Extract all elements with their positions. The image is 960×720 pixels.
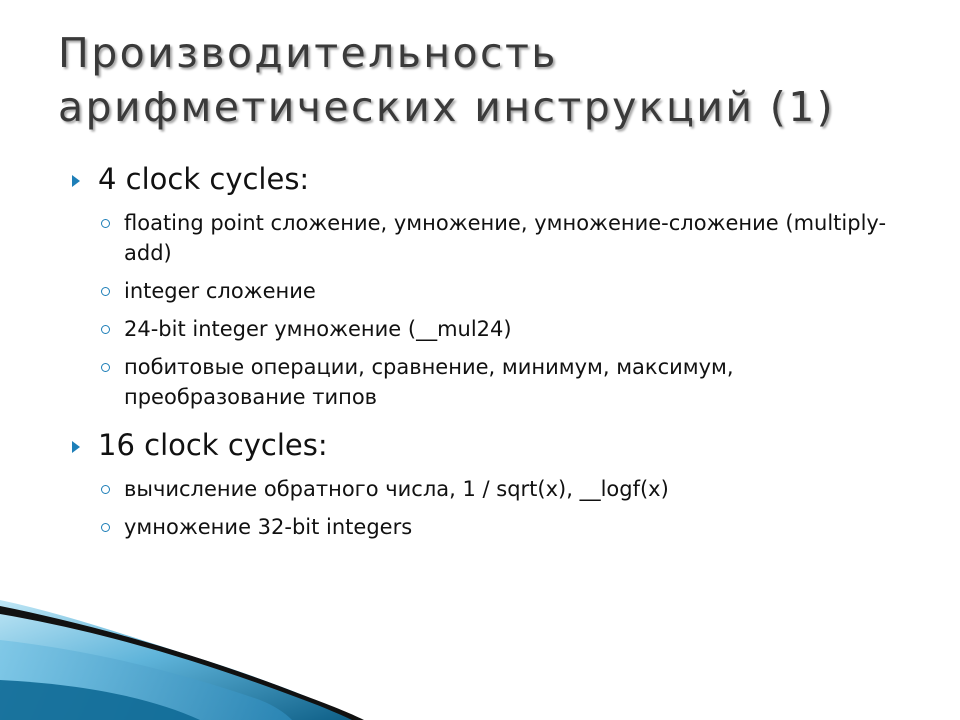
list-item: [98, 474, 894, 504]
ring-bullet-icon: [101, 284, 110, 293]
ring-bullet-icon: [101, 216, 110, 225]
list-item-text: integer сложение: [124, 279, 316, 303]
ring-bullet-icon: [101, 360, 110, 369]
wave-black-stroke: [0, 606, 364, 720]
ring-bullet-icon: [101, 482, 110, 491]
list-item-text: умножение 32-bit integers: [124, 515, 413, 539]
section-16-cycles: [72, 426, 912, 542]
list-item-text: floating point сложение, умножение, умножение-сложение (multiply-add): [124, 211, 887, 265]
triangle-right-icon: [72, 441, 80, 453]
list-item: [98, 352, 894, 412]
sub-list: [98, 474, 912, 542]
list-item: [98, 512, 894, 542]
triangle-right-icon: [72, 175, 80, 187]
wave-dark: [0, 680, 200, 720]
section-4-cycles: [72, 160, 912, 412]
section-heading: 4 clock cycles:: [98, 162, 310, 196]
list-item-text: 24-bit integer умножение (__mul24): [124, 317, 512, 341]
list-item: [98, 208, 894, 268]
ring-bullet-icon: [101, 520, 110, 529]
wave-mid: [0, 640, 292, 720]
ring-bullet-icon: [101, 322, 110, 331]
list-item-text: побитовые операции, сравнение, минимум, максимум, преобразование типов: [124, 355, 734, 409]
list-item-text: вычисление обратного числа, 1 / sqrt(x), __logf(x): [124, 477, 669, 501]
bullet-list: [72, 160, 912, 550]
sub-list: [98, 208, 912, 412]
slide-title: Производительность арифметических инструкций (1): [58, 29, 836, 131]
wave-light: [0, 600, 360, 720]
list-item: [98, 314, 894, 344]
section-heading: 16 clock cycles:: [98, 428, 328, 462]
list-item: [98, 276, 894, 306]
